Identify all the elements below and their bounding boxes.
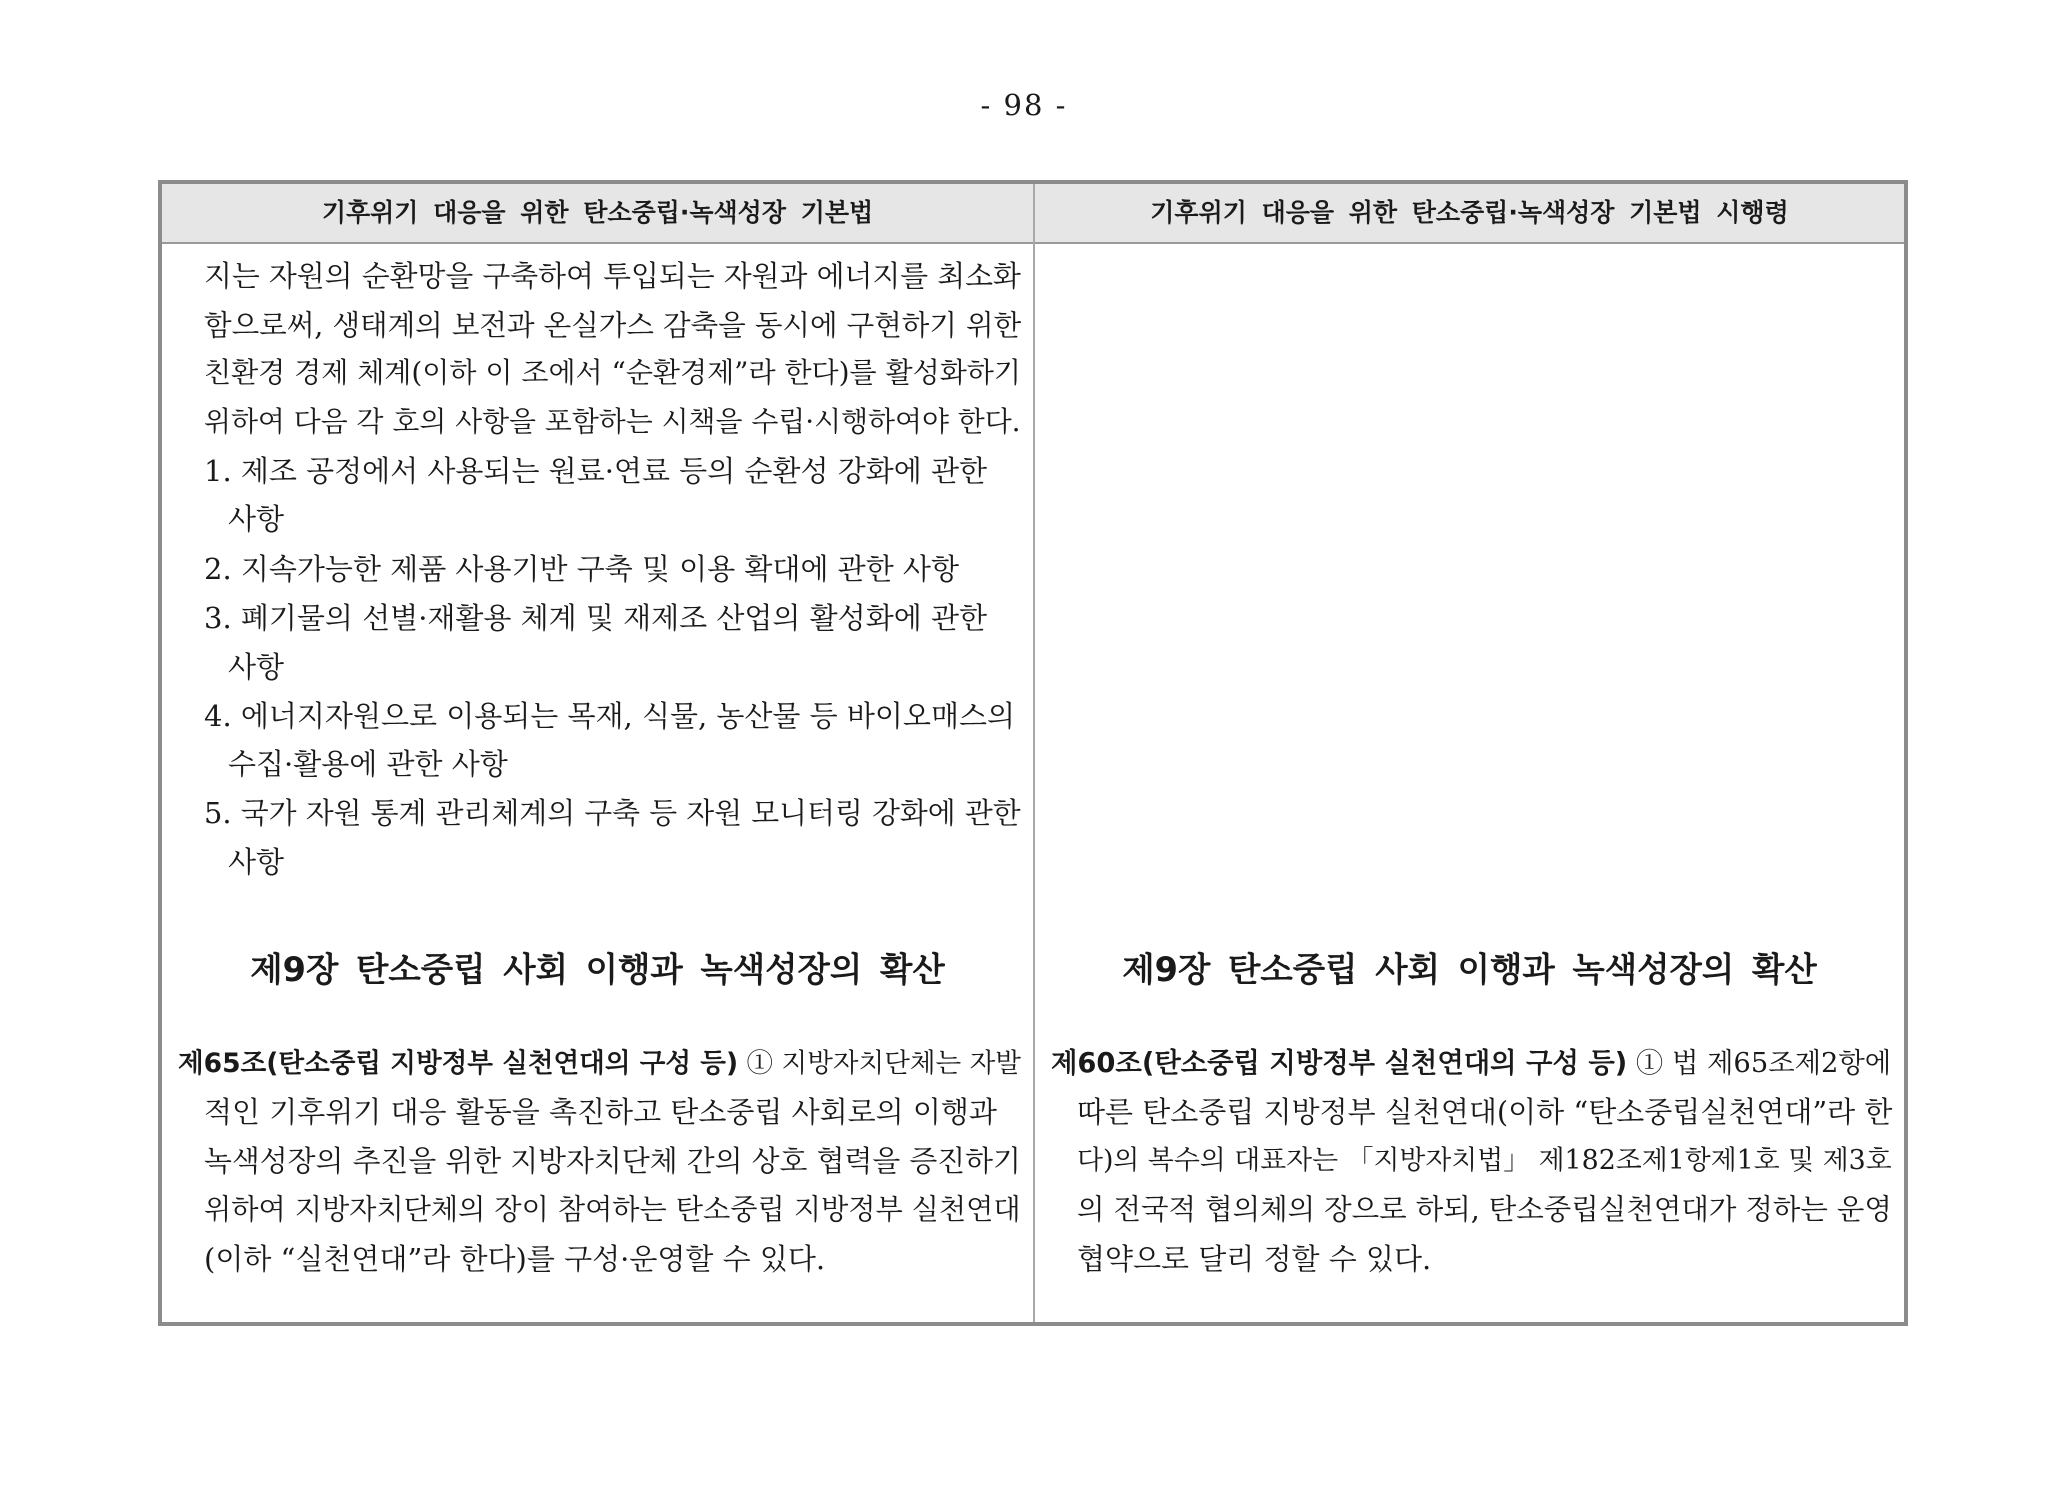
decree-article-heading: 제60조(탄소중립 지방정부 실천연대의 구성 등) xyxy=(1051,1048,1628,1079)
decree-article-line: 의 전국적 협의체의 장으로 하되, 탄소중립실천연대가 정하는 운영 xyxy=(1077,1193,1892,1226)
comparison-table xyxy=(158,180,1908,1326)
law-list-item: 3. 폐기물의 선별·재활용 체계 및 재제조 산업의 활성화에 관한 xyxy=(204,601,987,635)
law-list-item-cont: 사항 xyxy=(228,845,285,879)
law-column xyxy=(162,244,1033,1322)
law-article-line: 적인 기후위기 대응 활동을 촉진하고 탄소중립 사회로의 이행과 xyxy=(204,1095,997,1129)
law-list-item: 2. 지속가능한 제품 사용기반 구축 및 이용 확대에 관한 사항 xyxy=(204,552,959,586)
law-paragraph-line: 친환경 경제 체계(이하 이 조에서 “순환경제”라 한다)를 활성화하기 xyxy=(204,356,1021,389)
decree-article-first-text: ① 법 제65조제2항에 xyxy=(1627,1048,1892,1079)
decree-column xyxy=(1035,244,1904,1322)
law-article-first-text: ① 지방자치단체는 자발 xyxy=(738,1048,1021,1079)
law-article-line: (이하 “실천연대”라 한다)를 구성·운영할 수 있다. xyxy=(204,1242,826,1276)
law-article-first-line xyxy=(178,1044,1021,1084)
law-paragraph-line: 함으로써, 생태계의 보전과 온실가스 감축을 동시에 구현하기 위한 xyxy=(204,308,1022,342)
law-article-line: 녹색성장의 추진을 위한 지방자치단체 간의 상호 협력을 증진하기 xyxy=(204,1144,1021,1178)
law-paragraph-line: 지는 자원의 순환망을 구축하여 투입되는 자원과 에너지를 최소화 xyxy=(204,259,1021,293)
law-list-item-cont: 사항 xyxy=(228,650,285,684)
decree-chapter-title: 제9장 탄소중립 사회 이행과 녹색성장의 확산 xyxy=(1122,950,1817,989)
law-article-heading: 제65조(탄소중립 지방정부 실천연대의 구성 등) xyxy=(178,1048,739,1079)
page-number: - 98 - xyxy=(980,88,1068,122)
law-list-item-cont: 수집·활용에 관한 사항 xyxy=(228,747,508,781)
law-list-item-cont: 사항 xyxy=(228,502,285,536)
decree-article-first-line xyxy=(1051,1044,1891,1084)
decree-article-line: 협약으로 달리 정할 수 있다. xyxy=(1077,1242,1432,1276)
decree-article-line: 다)의 복수의 대표자는 「지방자치법」 제182조제1항제1호 및 제3호 xyxy=(1077,1145,1892,1176)
law-list-item: 4. 에너지자원으로 이용되는 목재, 식물, 농산물 등 바이오매스의 xyxy=(204,699,1015,733)
law-chapter-title: 제9장 탄소중립 사회 이행과 녹색성장의 확산 xyxy=(250,950,945,989)
law-paragraph-line: 위하여 다음 각 호의 사항을 포함하는 시책을 수립·시행하여야 한다. xyxy=(204,405,1021,438)
law-article-line: 위하여 지방자치단체의 장이 참여하는 탄소중립 지방정부 실천연대 xyxy=(204,1193,1021,1226)
decree-article-line: 따른 탄소중립 지방정부 실천연대(이하 “탄소중립실천연대”라 한 xyxy=(1077,1095,1893,1129)
header-law-title: 기후위기 대응을 위한 탄소중립·녹색성장 기본법 xyxy=(321,198,874,227)
law-list-item: 5. 국가 자원 통계 관리체계의 구축 등 자원 모니터링 강화에 관한 xyxy=(204,796,1021,830)
law-list-item: 1. 제조 공정에서 사용되는 원료·연료 등의 순환성 강화에 관한 xyxy=(204,454,987,488)
header-decree-title: 기후위기 대응을 위한 탄소중립·녹색성장 기본법 시행령 xyxy=(1150,198,1789,227)
